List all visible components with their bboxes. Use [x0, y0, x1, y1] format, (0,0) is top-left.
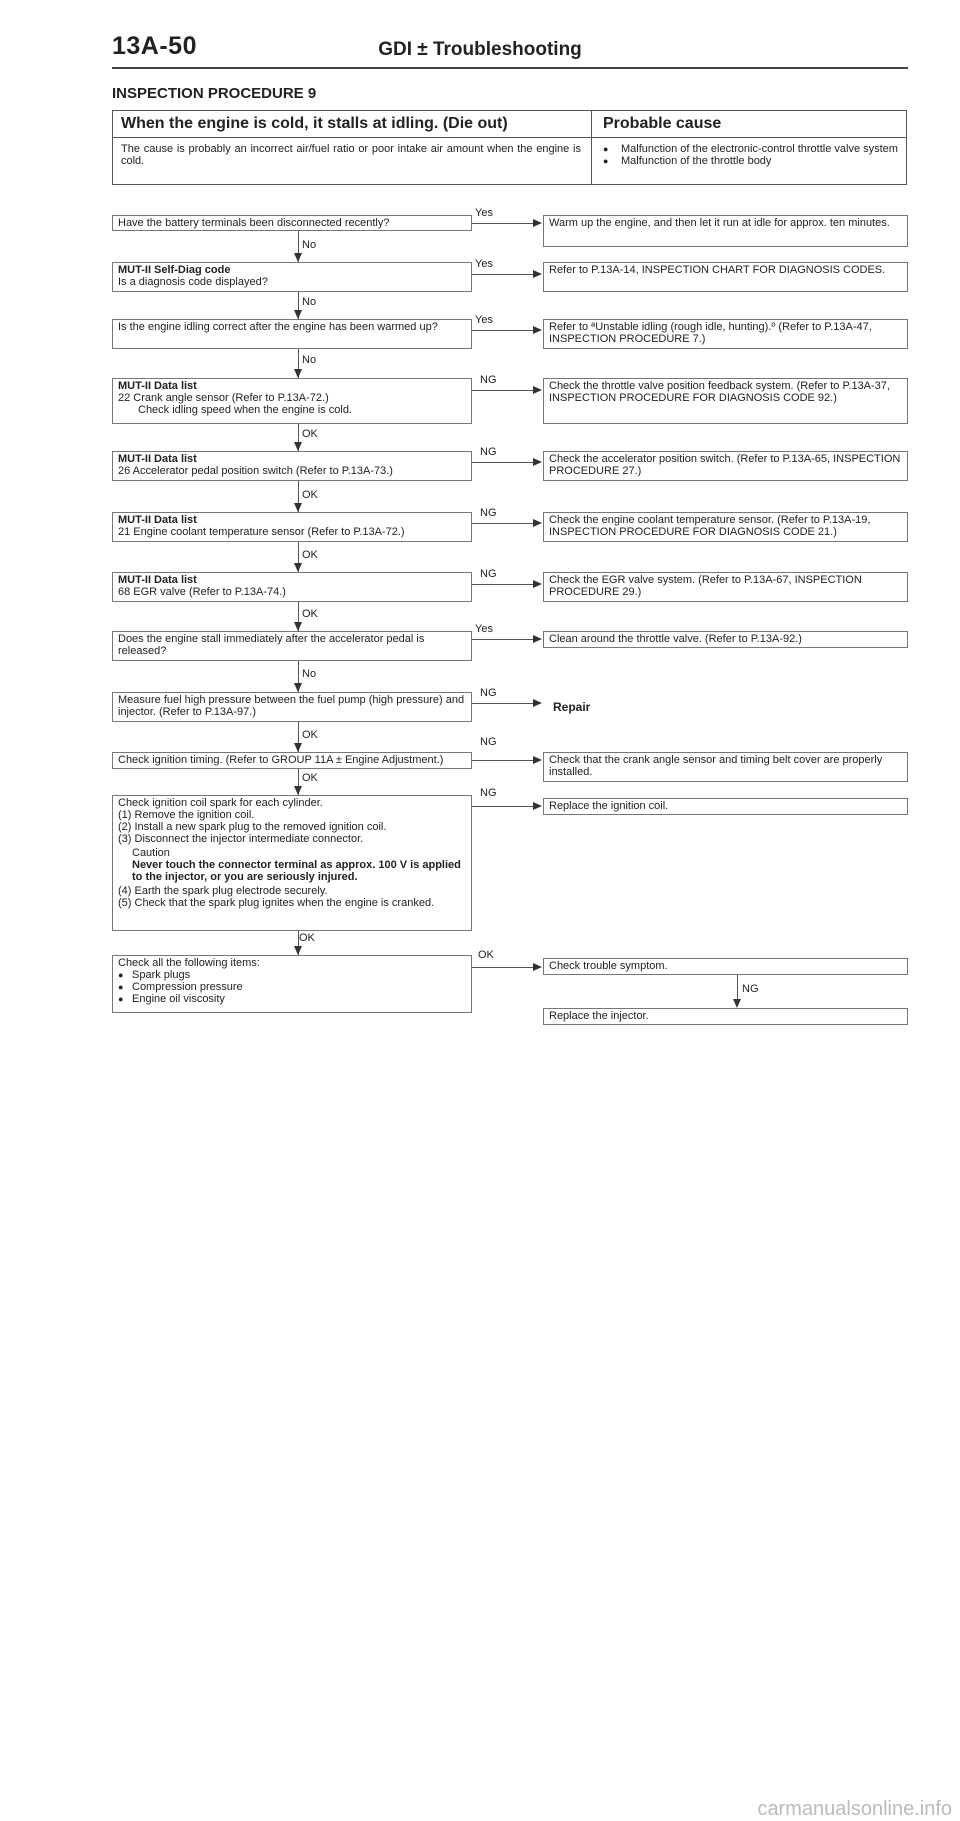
- arrow-down-icon: [294, 622, 302, 631]
- arrow-down-icon: [294, 253, 302, 262]
- caution-note: [118, 847, 466, 883]
- branch-label-ng: NG: [480, 374, 497, 386]
- connector: [472, 760, 533, 761]
- arrow-right-icon: [533, 699, 542, 707]
- action-check-symptom: Check trouble symptom.: [543, 958, 908, 975]
- step-stall-question: Does the engine stall immediately after the accelerator pedal is released?: [112, 631, 472, 661]
- branch-label-ok: OK: [302, 608, 318, 620]
- step-line: (4) Earth the spark plug electrode securely.: [118, 885, 328, 897]
- section-title: GDI ± Troubleshooting: [378, 39, 582, 60]
- step-line: (2) Install a new spark plug to the removed ignition coil.: [118, 821, 387, 833]
- arrow-right-icon: [533, 519, 542, 527]
- action-replace-coil: Replace the ignition coil.: [543, 798, 908, 815]
- step-check-items: [112, 955, 472, 1013]
- symptom-header: When the engine is cold, it stalls at idling. (Die out): [121, 115, 508, 132]
- branch-label-ok: OK: [302, 772, 318, 784]
- step-ignition-timing: Check ignition timing. (Refer to GROUP 11A ± Engine Adjustment.): [112, 752, 472, 769]
- cause-text: The cause is probably an incorrect air/fuel ratio or poor intake air amount when the engine is cold.: [121, 143, 581, 167]
- branch-label-ng: NG: [480, 507, 497, 519]
- branch-label-ok: OK: [302, 428, 318, 440]
- connector: [472, 330, 533, 331]
- step-line: (1) Remove the ignition coil.: [118, 809, 255, 821]
- connector: [472, 462, 533, 463]
- action-replace-injector: Replace the injector.: [543, 1008, 908, 1025]
- arrow-down-icon: [294, 786, 302, 795]
- check-items-list: [118, 969, 466, 1005]
- arrow-right-icon: [533, 580, 542, 588]
- connector: [472, 967, 533, 968]
- cause-header: Probable cause: [603, 115, 722, 132]
- arrow-down-icon: [733, 999, 741, 1008]
- branch-label-ng: NG: [480, 568, 497, 580]
- arrow-right-icon: [533, 458, 542, 466]
- branch-label-yes: Yes: [475, 207, 493, 219]
- branch-label-no: No: [302, 296, 317, 308]
- arrow-down-icon: [294, 563, 302, 572]
- step-self-diag: MUT-II Self-Diag code Is a diagnosis code displayed?: [112, 262, 472, 292]
- connector: [737, 975, 738, 1001]
- action-warm-up: Warm up the engine, and then let it run at idle for approx. ten minutes.: [543, 215, 908, 247]
- list-item: ● Spark plugs: [118, 969, 466, 981]
- action-clean-throttle: Clean around the throttle valve. (Refer to P.13A-92.): [543, 631, 908, 648]
- branch-label-ok: OK: [302, 489, 318, 501]
- page-number: 13A-50: [112, 32, 197, 60]
- connector: [472, 390, 533, 391]
- step-battery-question: Have the battery terminals been disconnected recently?: [112, 215, 472, 231]
- branch-label-ok: OK: [302, 549, 318, 561]
- branch-label-no: No: [302, 668, 317, 680]
- branch-label-no: No: [302, 239, 317, 251]
- arrow-right-icon: [533, 326, 542, 334]
- branch-label-no: No: [302, 354, 317, 366]
- connector: [472, 584, 533, 585]
- action-crank-sensor-install: Check that the crank angle sensor and timing belt cover are properly installed.: [543, 752, 908, 782]
- list-item: ● Engine oil viscosity: [118, 993, 466, 1005]
- action-egr-check: Check the EGR valve system. (Refer to P.13A-67, INSPECTION PROCEDURE 29.): [543, 572, 908, 602]
- branch-label-ng: NG: [480, 787, 497, 799]
- branch-label-ng: NG: [742, 983, 759, 995]
- probable-cause-list: [603, 143, 903, 167]
- arrow-down-icon: [294, 369, 302, 378]
- arrow-right-icon: [533, 963, 542, 971]
- action-unstable-idling: Refer to ªUnstable idling (rough idle, hunting).º (Refer to P.13A-47, INSPECTION PROCEDURE 7.): [543, 319, 908, 349]
- arrow-down-icon: [294, 503, 302, 512]
- caution-text: Never touch the connector terminal as approx. 100 V is applied to the injector, or you are seriously injured.: [132, 859, 461, 883]
- arrow-down-icon: [294, 442, 302, 451]
- arrow-down-icon: [294, 310, 302, 319]
- branch-label-ok: OK: [299, 932, 315, 944]
- arrow-right-icon: [533, 802, 542, 810]
- step-crank-sensor: MUT-II Data list 22 Crank angle sensor (Refer to P.13A-72.) Check idling speed when the engine is cold.: [112, 378, 472, 424]
- list-item: ● Malfunction of the electronic-control throttle valve system: [603, 143, 903, 155]
- step-fuel-pressure: Measure fuel high pressure between the fuel pump (high pressure) and injector. (Refer to P.13A-97.): [112, 692, 472, 722]
- arrow-down-icon: [294, 683, 302, 692]
- action-throttle-feedback: Check the throttle valve position feedback system. (Refer to P.13A-37, INSPECTION PROCEDURE FOR DIAGNOSIS CODE 92.): [543, 378, 908, 424]
- connector: [472, 703, 533, 704]
- branch-label-ng: NG: [480, 687, 497, 699]
- header-rule: [112, 67, 908, 69]
- step-coolant-sensor: MUT-II Data list 21 Engine coolant temperature sensor (Refer to P.13A-72.): [112, 512, 472, 542]
- arrow-right-icon: [533, 219, 542, 227]
- step-line: (5) Check that the spark plug ignites when the engine is cranked.: [118, 897, 435, 909]
- watermark: carmanualsonline.info: [757, 1798, 952, 1820]
- list-item: ● Compression pressure: [118, 981, 466, 993]
- step-egr-valve: MUT-II Data list 68 EGR valve (Refer to P.13A-74.): [112, 572, 472, 602]
- branch-label-yes: Yes: [475, 258, 493, 270]
- action-accelerator-check: Check the accelerator position switch. (Refer to P.13A-65, INSPECTION PROCEDURE 27.): [543, 451, 908, 481]
- list-item: ● Malfunction of the throttle body: [603, 155, 903, 167]
- step-line: (3) Disconnect the injector intermediate connector.: [118, 833, 364, 845]
- branch-label-ng: NG: [480, 446, 497, 458]
- step-line: Check ignition coil spark for each cylinder.: [118, 797, 323, 809]
- step-line: Check all the following items:: [118, 957, 260, 969]
- symptom-cause-table: [112, 110, 907, 185]
- caution-title: Caution: [132, 847, 170, 859]
- step-ignition-coil-spark: [112, 795, 472, 931]
- procedure-title: INSPECTION PROCEDURE 9: [112, 85, 317, 102]
- connector: [472, 223, 533, 224]
- branch-label-yes: Yes: [475, 623, 493, 635]
- arrow-down-icon: [294, 743, 302, 752]
- branch-label-ng: NG: [480, 736, 497, 748]
- connector: [472, 274, 533, 275]
- branch-label-ok: OK: [478, 949, 494, 961]
- connector: [472, 523, 533, 524]
- action-diag-chart: Refer to P.13A-14, INSPECTION CHART FOR DIAGNOSIS CODES.: [543, 262, 908, 292]
- step-accelerator-switch: MUT-II Data list 26 Accelerator pedal position switch (Refer to P.13A-73.): [112, 451, 472, 481]
- action-repair: Repair: [553, 700, 591, 714]
- connector: [472, 639, 533, 640]
- connector: [472, 806, 533, 807]
- arrow-right-icon: [533, 386, 542, 394]
- action-coolant-check: Check the engine coolant temperature sensor. (Refer to P.13A-19, INSPECTION PROCEDURE FOR DIAGNOSIS CODE 21.): [543, 512, 908, 542]
- arrow-right-icon: [533, 270, 542, 278]
- branch-label-ok: OK: [302, 729, 318, 741]
- arrow-down-icon: [294, 946, 302, 955]
- arrow-right-icon: [533, 756, 542, 764]
- table-divider: [591, 111, 592, 184]
- arrow-right-icon: [533, 635, 542, 643]
- step-idling-question: Is the engine idling correct after the engine has been warmed up?: [112, 319, 472, 349]
- branch-label-yes: Yes: [475, 314, 493, 326]
